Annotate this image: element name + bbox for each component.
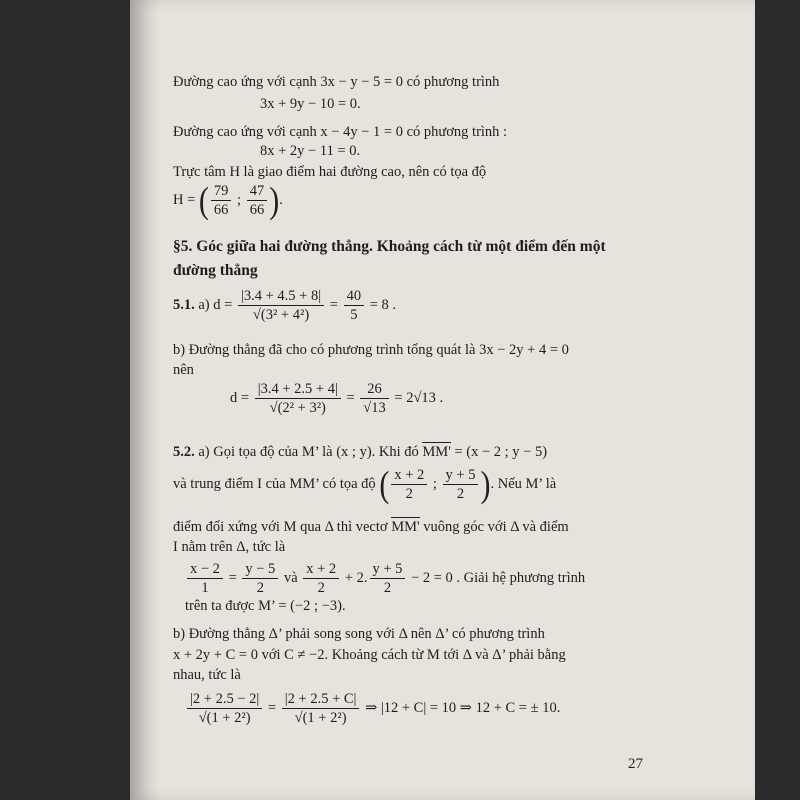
formula-prefix: H =: [173, 191, 199, 208]
book-page: [130, 0, 755, 800]
fraction: $\frac{y + 5}{2}$: [443, 466, 479, 503]
exercise-number: 5.2.: [173, 444, 195, 460]
exercise-5-2a-line3: điểm đối xứng với M qua Δ thì vectơ MM' vuông góc với Δ và điểm: [173, 519, 569, 535]
fraction: $\frac{x + 2}{2}$: [391, 466, 427, 503]
text-line: nên: [173, 362, 194, 378]
equation: 8x + 2y − 11 = 0.: [260, 143, 361, 159]
exercise-number: 5.1.: [173, 296, 195, 313]
fraction: $\frac{y + 5}{2}$: [370, 560, 406, 597]
page-number: 27: [628, 756, 643, 772]
exercise-5-1a: 5.1. a) d = $\frac{|3.4 + 4.5 + 8|}{\text{√(3² + 4²)}}$ = $\frac{40}{5}$ = 8 .: [173, 288, 396, 323]
fraction: $\frac{26}{√13}$: [360, 380, 388, 417]
fraction: $\frac{y - 5}{2}$: [242, 560, 278, 597]
fraction: $\frac{|2 + 2.5 + C|}{\text{√(1 + 2²)}}$: [282, 690, 360, 727]
text-line: b) Đường thẳng đã cho có phương trình tổng quát là 3x − 2y + 4 = 0: [173, 342, 569, 358]
fraction: $\frac{79}{66}$: [211, 182, 232, 219]
text-line: Đường cao ứng với cạnh x − 4y − 1 = 0 có phương trình :: [173, 124, 508, 140]
exercise-5-2a-line1: 5.2. a) Gọi tọa độ của M’ là (x ; y). Khi đó MM' = (x − 2 ; y − 5): [173, 444, 548, 460]
fraction: $\frac{x + 2}{2}$: [303, 560, 339, 597]
section-heading: §5. Góc giữa hai đường thẳng. Khoảng cách từ một điểm đến một đường thẳng: [173, 238, 606, 279]
text-line: b) Đường thẳng Δ’ phải song song với Δ nên Δ’ có phương trình: [173, 626, 545, 642]
orthocenter-formula: H = ( $\frac{79}{66}$ ; $\frac{47}{66}$ ).: [173, 179, 283, 221]
paren: (: [198, 179, 209, 221]
exercise-5-2a-line2: và trung điểm I của MM’ có tọa độ ( $\frac{x + 2}{2}$ ; $\frac{y + 5}{2}$ ). Nếu M’ là: [173, 463, 557, 505]
fraction: $\frac{|3.4 + 4.5 + 8|}{\text{√(3² + 4²)}}$: [238, 287, 324, 324]
equation: 3x + 9y − 10 = 0.: [260, 96, 361, 112]
page-gutter-shadow: [130, 0, 160, 800]
fraction: $\frac{x - 2}{1}$: [187, 560, 223, 597]
exercise-5-2a-system: $\frac{x - 2}{1}$ = $\frac{y - 5}{2}$ và $\frac{x + 2}{2}$ + 2. $\frac{y + 5}{2}$ − 2 = 0 . Giải hệ phương trình: [185, 560, 655, 597]
exercise-5-2b-formula: $\frac{|2 + 2.5 - 2|}{\text{√(1 + 2²)}}$ = $\frac{|2 + 2.5 + C|}{\text{√(1 + 2²)}}$ ⇒ |12 + C| = 10 ⇒ 12 + C = ± 10.: [185, 690, 655, 727]
fraction: $\frac{|3.4 + 2.5 + 4|}{\text{√(2² + 3²)}}$: [255, 380, 341, 417]
fraction: $\frac{47}{66}$: [247, 182, 268, 219]
exercise-5-1b-formula: d = $\frac{|3.4 + 2.5 + 4|}{\text{√(2² + 3²)}}$ = $\frac{26}{√13}$ = 2√13 .: [230, 381, 444, 416]
fraction: $\frac{40}{5}$: [344, 287, 365, 324]
text-line: trên ta được M’ = (−2 ; −3).: [185, 598, 346, 614]
text-line: Đường cao ứng với cạnh 3x − y − 5 = 0 có phương trình: [173, 74, 500, 90]
vector-mm: MM': [422, 444, 451, 460]
fraction: $\frac{|2 + 2.5 - 2|}{\text{√(1 + 2²)}}$: [187, 690, 262, 727]
text-line: x + 2y + C = 0 với C ≠ −2. Khoảng cách từ M tới Δ và Δ’ phải bằng: [173, 647, 566, 663]
text-line: Trực tâm H là giao điểm hai đường cao, nên có tọa độ: [173, 164, 487, 180]
vector-mm: MM': [391, 519, 420, 535]
text-line: I nằm trên Δ, tức là: [173, 539, 286, 555]
text-line: nhau, tức là: [173, 667, 241, 683]
paren: ): [269, 179, 280, 221]
